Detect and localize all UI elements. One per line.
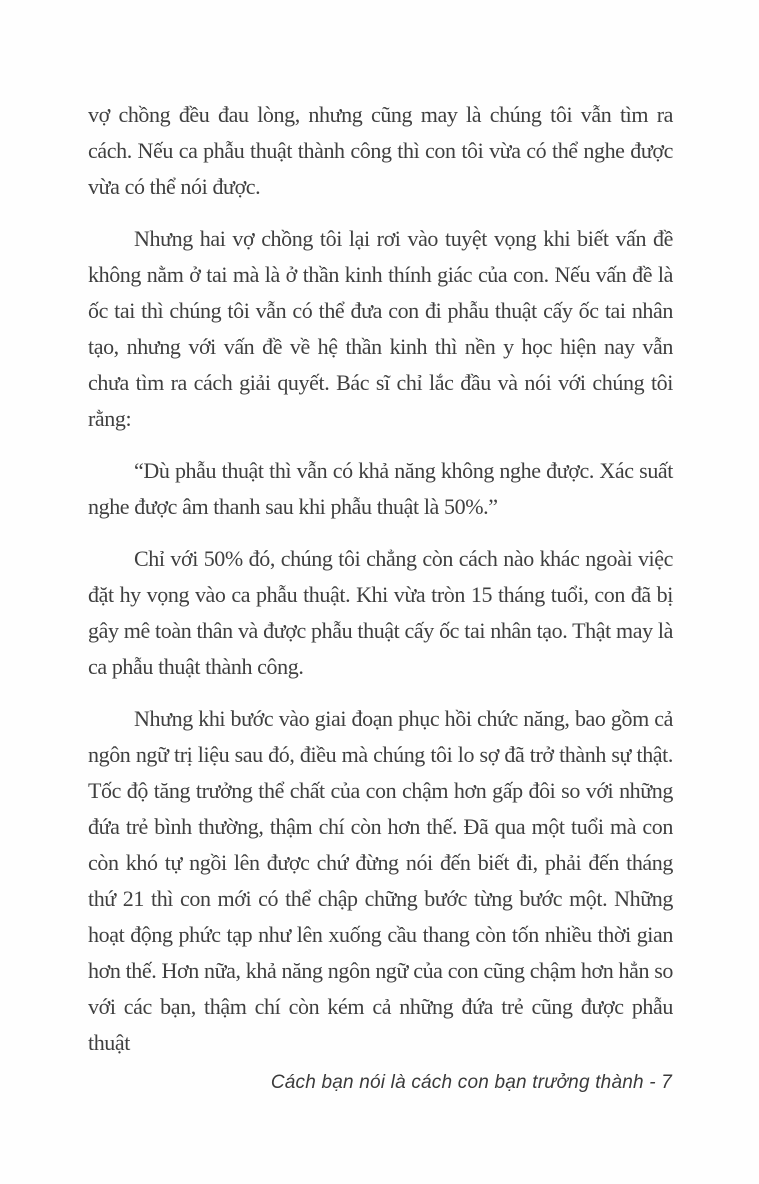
page-body — [88, 97, 673, 1077]
page-footer — [172, 1072, 672, 1094]
paragraph: vợ chồng đều đau lòng, nhưng cũng may là chúng tôi vẫn tìm ra cách. Nếu ca phẫu thuật thành công thì con tôi vừa có thể nghe được vừa có thể nói được. — [88, 102, 673, 199]
paragraph: “Dù phẫu thuật thì vẫn có khả năng không nghe được. Xác suất nghe được âm thanh sau khi phẫu thuật là 50%.” — [88, 458, 673, 519]
paragraph: Nhưng khi bước vào giai đoạn phục hồi chức năng, bao gồm cả ngôn ngữ trị liệu sau đó, điều mà chúng tôi lo sợ đã trở thành sự thật. Tốc độ tăng trưởng thể chất của con chậm hơn gấp đôi so với những đứa trẻ bình thường, thậm chí còn hơn thế. Đã qua một tuổi mà con còn khó tự ngồi lên được chứ đừng nói đến biết đi, phải đến tháng thứ 21 thì con mới có thể chập chững bước từng bước một. Những hoạt động phức tạp như lên xuống cầu thang còn tốn nhiều thời gian hơn thế. Hơn nữa, khả năng ngôn ngữ của con cũng chậm hơn hẳn so với các bạn, thậm chí còn kém cả những đứa trẻ cũng được phẫu thuật — [88, 706, 673, 1055]
paragraph: Chỉ với 50% đó, chúng tôi chẳng còn cách nào khác ngoài việc đặt hy vọng vào ca phẫu thuật. Khi vừa tròn 15 tháng tuổi, con đã bị gây mê toàn thân và được phẫu thuật cấy ốc tai nhân tạo. Thật may là ca phẫu thuật thành công. — [88, 546, 673, 679]
paragraph: Nhưng hai vợ chồng tôi lại rơi vào tuyệt vọng khi biết vấn đề không nằm ở tai mà là ở thần kinh thính giác của con. Nếu vấn đề là ốc tai thì chúng tôi vẫn có thể đưa con đi phẫu thuật cấy ốc tai nhân tạo, nhưng với vấn đề về hệ thần kinh thì nền y học hiện nay vẫn chưa tìm ra cách giải quyết. Bác sĩ chỉ lắc đầu và nói với chúng tôi rằng: — [88, 226, 673, 431]
footer-running-title: Cách bạn nói là cách con bạn trưởng thành - 7 — [270, 1072, 672, 1093]
